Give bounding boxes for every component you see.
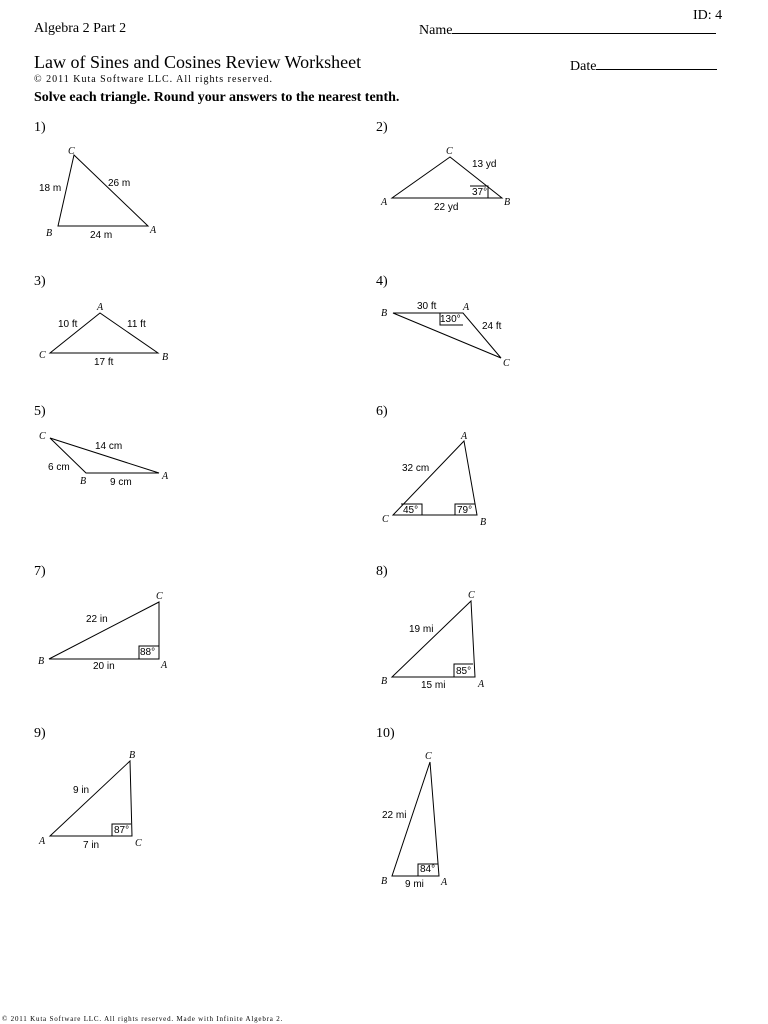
side-label: 6 cm xyxy=(48,462,70,473)
angle-label: 84° xyxy=(420,864,436,875)
problem-number: 1) xyxy=(34,120,46,135)
vertex-label: A xyxy=(161,660,168,671)
copyright-notice: © 2011 Kuta Software LLC. All rights reserved. xyxy=(34,74,274,85)
date-label: Date xyxy=(570,59,597,74)
side-label: 13 yd xyxy=(472,159,497,170)
side-label: 24 ft xyxy=(482,321,502,332)
vertex-label: A xyxy=(381,197,388,208)
problem-number: 7) xyxy=(34,564,46,579)
vertex-label: B xyxy=(46,228,53,239)
problem-number: 10) xyxy=(376,726,395,741)
side-label: 19 mi xyxy=(409,624,434,635)
vertex-label: C xyxy=(503,358,510,369)
vertex-label: A xyxy=(150,225,157,236)
vertex-label: C xyxy=(39,431,46,442)
side-label: 24 m xyxy=(90,230,113,241)
vertex-label: B xyxy=(80,476,87,487)
problem-number: 4) xyxy=(376,274,388,289)
instructions: Solve each triangle. Round your answers to the nearest tenth. xyxy=(34,90,400,105)
angle-label: 87° xyxy=(114,825,130,836)
angle-label: 130° xyxy=(440,314,461,325)
vertex-label: C xyxy=(446,146,453,157)
vertex-label: B xyxy=(129,750,136,761)
worksheet-id: ID: 4 xyxy=(693,8,723,23)
angle-label: 85° xyxy=(456,666,472,677)
vertex-label: B xyxy=(381,308,388,319)
worksheet-title: Law of Sines and Cosines Review Worksheet xyxy=(34,52,362,72)
side-label: 22 mi xyxy=(382,810,407,821)
vertex-label: A xyxy=(162,471,169,482)
vertex-label: A xyxy=(463,302,470,313)
vertex-label: C xyxy=(425,751,432,762)
vertex-label: B xyxy=(504,197,511,208)
vertex-label: A xyxy=(441,877,448,888)
problem-number: 6) xyxy=(376,404,388,419)
angle-label: 37° xyxy=(472,187,488,198)
vertex-label: A xyxy=(97,302,104,313)
course-title: Algebra 2 Part 2 xyxy=(34,21,127,36)
vertex-label: A xyxy=(39,836,46,847)
side-label: 14 cm xyxy=(95,441,123,452)
side-label: 9 cm xyxy=(110,477,132,488)
side-label: 9 in xyxy=(73,785,90,796)
angle-label: 45° xyxy=(403,505,419,516)
footer-copyright: © 2011 Kuta Software LLC. All rights reserved. Made with Infinite Algebra 2. xyxy=(2,1015,284,1023)
side-label: 32 cm xyxy=(402,463,430,474)
vertex-label: C xyxy=(468,590,475,601)
side-label: 20 in xyxy=(93,661,115,672)
side-label: 9 mi xyxy=(405,879,424,890)
vertex-label: C xyxy=(156,591,163,602)
vertex-label: C xyxy=(39,350,46,361)
side-label: 22 in xyxy=(86,614,108,625)
vertex-label: C xyxy=(382,514,389,525)
problem-number: 2) xyxy=(376,120,388,135)
side-label: 26 m xyxy=(108,178,131,189)
side-label: 17 ft xyxy=(94,357,114,368)
vertex-label: C xyxy=(135,838,142,849)
problem-number: 9) xyxy=(34,726,46,741)
side-label: 10 ft xyxy=(58,319,78,330)
angle-label: 79° xyxy=(457,505,473,516)
side-label: 15 mi xyxy=(421,680,446,691)
side-label: 18 m xyxy=(39,183,62,194)
side-label: 11 ft xyxy=(127,319,146,330)
side-label: 22 yd xyxy=(434,202,459,213)
vertex-label: B xyxy=(381,876,388,887)
angle-label: 88° xyxy=(140,647,156,658)
vertex-label: B xyxy=(38,656,45,667)
vertex-label: A xyxy=(478,679,485,690)
vertex-label: B xyxy=(162,352,169,363)
vertex-label: C xyxy=(68,146,75,157)
problem-number: 3) xyxy=(34,274,46,289)
vertex-label: B xyxy=(381,676,388,687)
problem-number: 8) xyxy=(376,564,388,579)
side-label: 7 in xyxy=(83,840,100,851)
name-label: Name xyxy=(419,23,453,38)
side-label: 30 ft xyxy=(417,301,437,312)
vertex-label: A xyxy=(461,431,468,442)
vertex-label: B xyxy=(480,517,487,528)
problem-number: 5) xyxy=(34,404,46,419)
